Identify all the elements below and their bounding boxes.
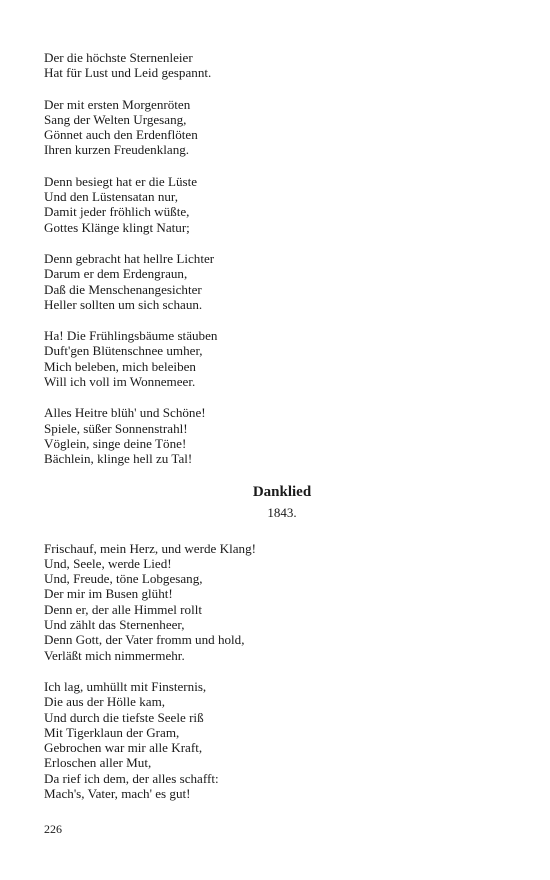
verse-line: Der mir im Busen glüht! (44, 586, 173, 602)
stanza (44, 679, 514, 801)
verse-line: Verläßt mich nimmermehr. (44, 647, 185, 663)
page-number: 226 (44, 822, 62, 836)
verse-line: Alles Heitre blüh' und Schöne! (44, 405, 206, 421)
page-body (44, 50, 514, 817)
poem-year: 1843. (267, 504, 297, 520)
verse-line: Mach's, Vater, mach' es gut! (44, 785, 191, 801)
verse-line: Mich beleben, mich beleiben (44, 358, 196, 374)
stanza (44, 405, 514, 466)
verse-line: Mit Tigerklaun der Gram, (44, 724, 180, 740)
stanza (44, 174, 514, 235)
verse-line: Da rief ich dem, der alles schafft: (44, 770, 219, 786)
verse-line: Heller sollten um sich schaun. (44, 296, 203, 312)
stanza (44, 328, 514, 389)
verse-line: Und, Freude, töne Lobgesang, (44, 571, 203, 587)
verse-line: Der mit ersten Morgenröten (44, 96, 191, 112)
verse-line: Und durch die tiefste Seele riß (44, 709, 204, 725)
verse-line: Vöglein, singe deine Töne! (44, 435, 187, 451)
verse-line: Ich lag, umhüllt mit Finsternis, (44, 678, 207, 694)
verse-line: Und zählt das Sternenheer, (44, 617, 185, 633)
verse-line: Sang der Welten Urgesang, (44, 111, 187, 127)
verse-line: Denn Gott, der Vater fromm und hold, (44, 632, 245, 648)
verse-line: Gebrochen war mir alle Kraft, (44, 740, 203, 756)
verse-line: Erloschen aller Mut, (44, 755, 152, 771)
verse-line: Darum er dem Erdengraun, (44, 266, 188, 282)
verse-line: Ha! Die Frühlingsbäume stäuben (44, 328, 218, 344)
verse-line: Frischauf, mein Herz, und werde Klang! (44, 540, 256, 556)
verse-line: Gottes Klänge klingt Natur; (44, 219, 190, 235)
stanza (44, 251, 514, 312)
verse-line: Und, Seele, werde Lied! (44, 555, 172, 571)
verse-line: Duft'gen Blütenschnee umher, (44, 343, 203, 359)
verse-line: Will ich voll im Wonnemeer. (44, 374, 196, 390)
verse-line: Denn gebracht hat hellre Lichter (44, 250, 215, 266)
verse-line: Spiele, süßer Sonnenstrahl! (44, 420, 188, 436)
stanza (44, 97, 514, 158)
poem-1 (44, 50, 514, 467)
verse-line: Der die höchste Sternenleier (44, 50, 193, 65)
verse-line: Bächlein, klinge hell zu Tal! (44, 451, 193, 467)
poem-2 (44, 541, 514, 802)
verse-line: Daß die Menschenangesichter (44, 281, 202, 297)
verse-line: Und den Lüstensatan nur, (44, 189, 179, 205)
verse-line: Ihren kurzen Freudenklang. (44, 142, 190, 158)
verse-line: Hat für Lust und Leid gespannt. (44, 65, 212, 81)
stanza (44, 541, 514, 663)
verse-line: Damit jeder fröhlich wüßte, (44, 204, 190, 220)
stanza (44, 50, 514, 81)
verse-line: Denn besiegt hat er die Lüste (44, 173, 198, 189)
verse-line: Gönnet auch den Erdenflöten (44, 127, 198, 143)
verse-line: Denn er, der alle Himmel rollt (44, 601, 203, 617)
verse-line: Die aus der Hölle kam, (44, 694, 166, 710)
poem-title: Danklied (252, 483, 312, 500)
